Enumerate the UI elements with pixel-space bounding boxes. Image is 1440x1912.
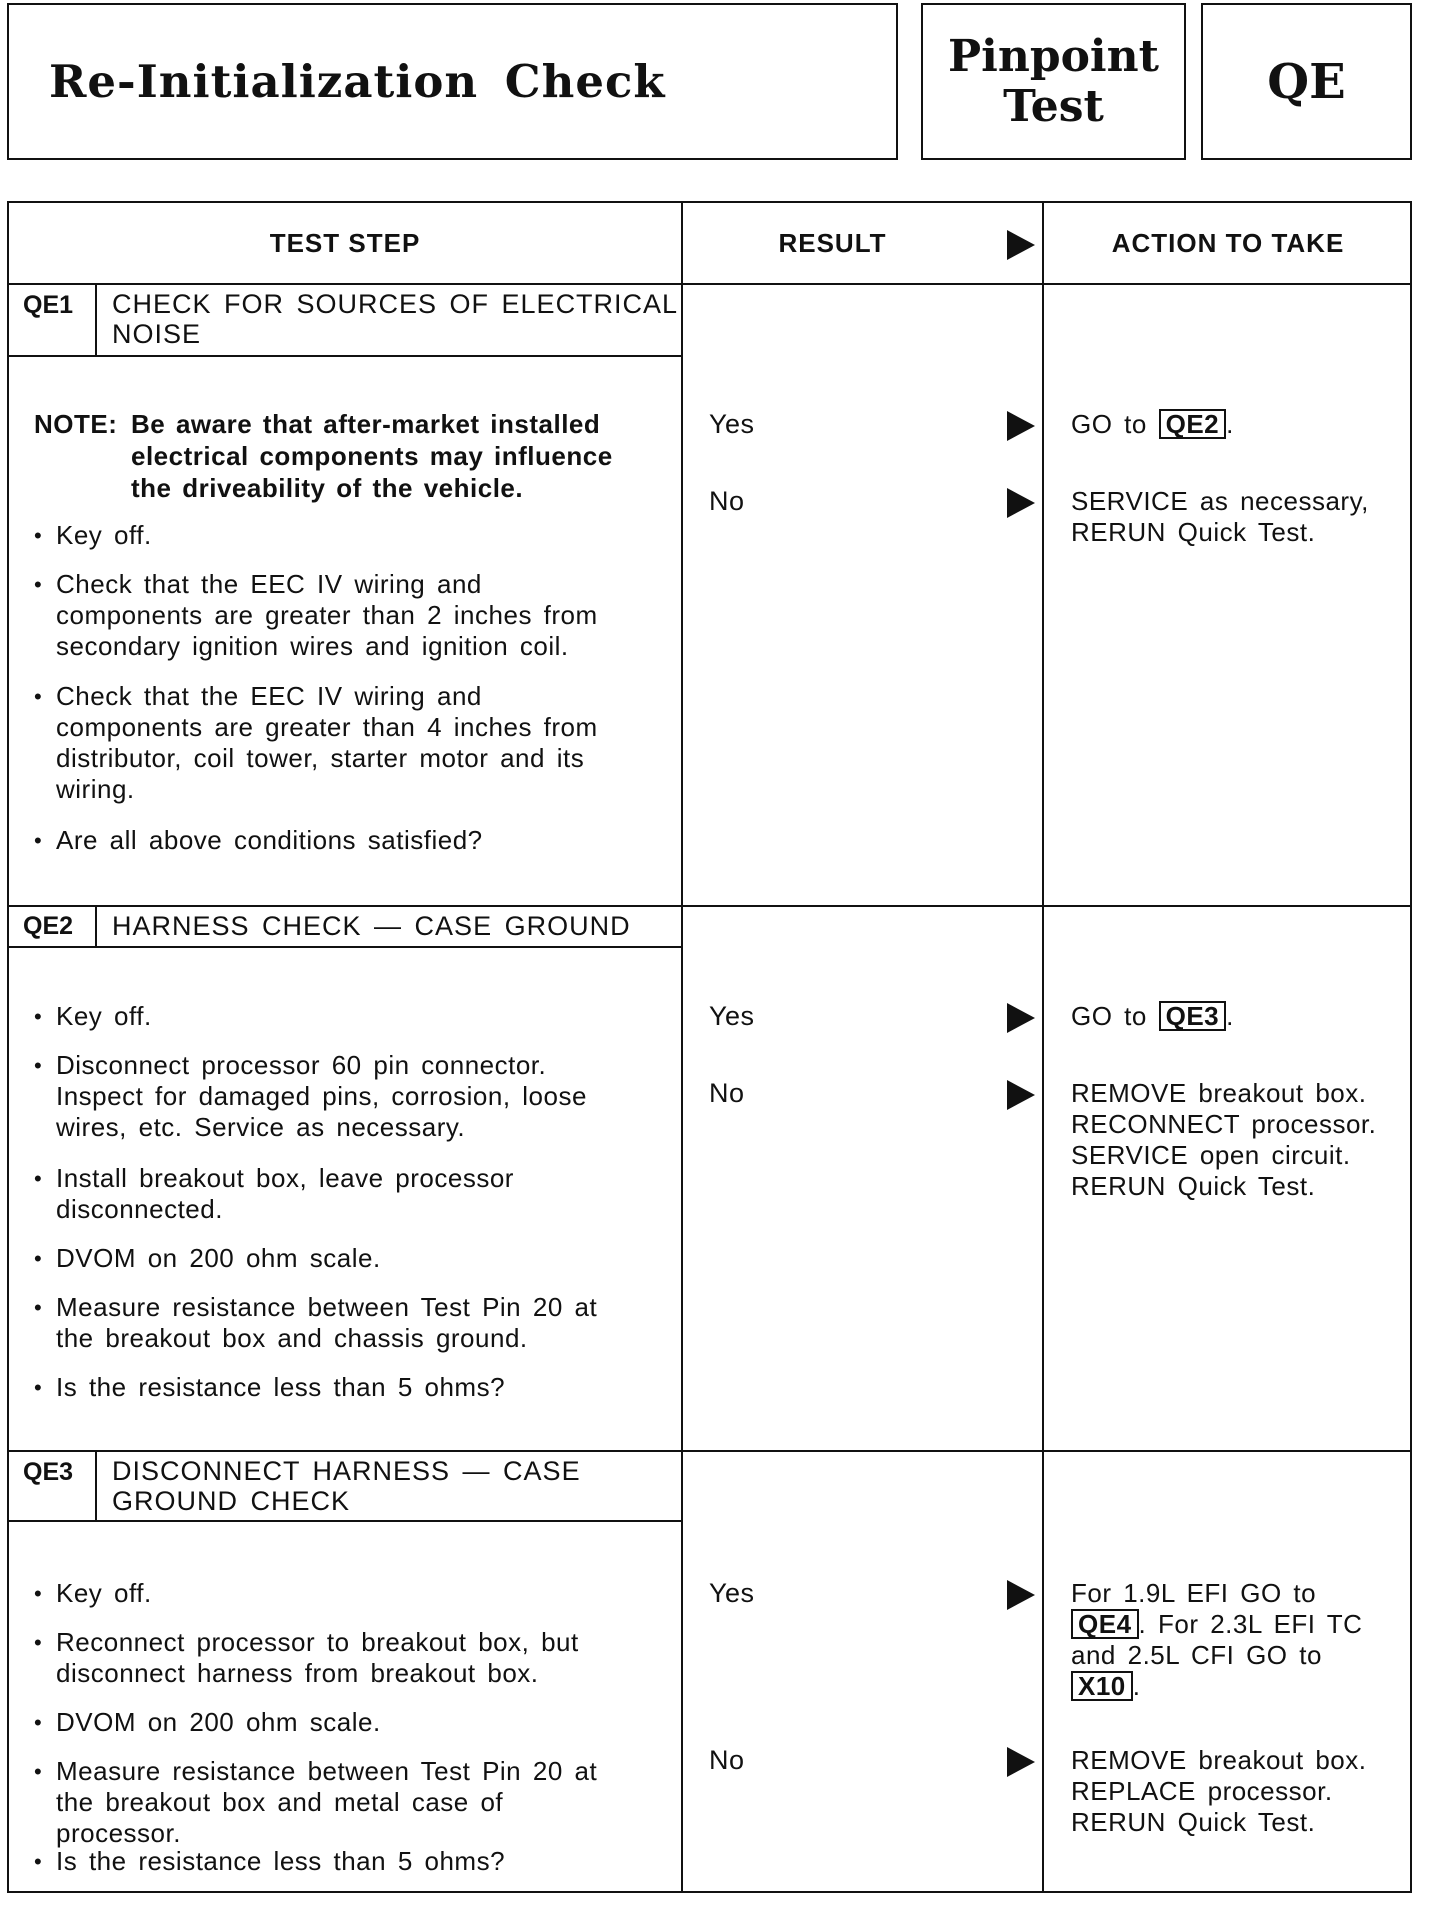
test-code: QE: [1267, 53, 1346, 110]
step-title-line: DISCONNECT HARNESS — CASE: [112, 1456, 581, 1486]
list-item: • Measure resistance between Test Pin 20 at the breakout box and metal case of processor.: [34, 1756, 636, 1849]
action-text: For 1.9L EFI GO to: [1071, 1578, 1317, 1608]
step-title-underline: [9, 355, 681, 357]
header-divider: [9, 283, 1410, 285]
step-title: HARNESS CHECK — CASE GROUND: [112, 911, 631, 941]
result-no: No: [709, 1745, 745, 1775]
result-yes: Yes: [709, 1578, 755, 1608]
step-title-line: NOISE: [112, 319, 202, 349]
step-id: QE2: [23, 912, 74, 940]
arrow-right-icon: [1007, 1080, 1035, 1110]
step-title-line: GROUND CHECK: [112, 1486, 351, 1516]
list-item: • Check that the EEC IV wiring and components are greater than 4 inches from distributor, coil tower, starter motor and its wiring.: [34, 681, 636, 805]
arrow-right-icon: [1007, 1003, 1035, 1033]
header-arrow-icon: [1007, 230, 1035, 260]
note-line: the driveability of the vehicle.: [131, 473, 524, 503]
action-text: .: [1226, 409, 1234, 439]
column-header-action: ACTION TO TAKE: [1111, 227, 1345, 258]
list-item: • Is the resistance less than 5 ohms?: [34, 1372, 636, 1403]
result-no: No: [709, 486, 745, 516]
list-item: • Is the resistance less than 5 ohms?: [34, 1846, 636, 1877]
test-label: Test: [1003, 80, 1104, 132]
test-code-box: [1201, 3, 1412, 160]
step-id-divider: [95, 283, 97, 355]
note-line: Be aware that after-market installed: [131, 409, 601, 439]
action-text: GO to: [1071, 409, 1147, 439]
step-title-underline: [9, 1520, 681, 1522]
list-item: • Key off.: [34, 1578, 636, 1609]
list-item: • Reconnect processor to breakout box, but disconnect harness from breakout box.: [34, 1627, 636, 1689]
step-reference[interactable]: QE2: [1159, 409, 1227, 439]
step-title-underline: [9, 946, 681, 948]
page-title: Re-Initialization Check: [49, 55, 666, 108]
list-item: • Are all above conditions satisfied?: [34, 825, 636, 856]
step-title: [112, 289, 678, 349]
list-item: • Measure resistance between Test Pin 20 at the breakout box and chassis ground.: [34, 1292, 636, 1354]
action-text: .: [1226, 1001, 1234, 1031]
list-item: • DVOM on 200 ohm scale.: [34, 1707, 636, 1738]
step-reference[interactable]: X10: [1071, 1671, 1133, 1701]
note-label: NOTE:: [34, 409, 118, 439]
pinpoint-label: Pinpoint: [948, 30, 1159, 82]
arrow-right-icon: [1007, 1747, 1035, 1777]
note-text: [131, 408, 613, 504]
step-id-divider: [95, 905, 97, 946]
step-id: QE1: [23, 291, 74, 319]
pinpoint-test-box: [921, 3, 1186, 160]
row-divider: [9, 905, 1410, 907]
action-no: REMOVE breakout box. REPLACE processor. RERUN Quick Test.: [1071, 1745, 1367, 1837]
arrow-right-icon: [1007, 488, 1035, 518]
column-divider: [681, 203, 683, 1891]
row-divider: [9, 1450, 1410, 1452]
result-no: No: [709, 1078, 745, 1108]
action-text: GO to: [1071, 1001, 1147, 1031]
step-title: [112, 1456, 581, 1516]
action-yes: [1071, 409, 1234, 440]
step-reference[interactable]: QE4: [1071, 1609, 1139, 1639]
action-text: .: [1132, 1671, 1141, 1701]
pinpoint-table: [7, 201, 1412, 1893]
step-title-line: CHECK FOR SOURCES OF ELECTRICAL: [112, 289, 679, 319]
arrow-right-icon: [1007, 1580, 1035, 1610]
list-item: • Key off.: [34, 1001, 636, 1032]
action-no: SERVICE as necessary, RERUN Quick Test.: [1071, 486, 1369, 547]
page-title-box: [7, 3, 898, 160]
column-header-result: RESULT: [778, 227, 887, 258]
list-item: • Disconnect processor 60 pin connector. Inspect for damaged pins, corrosion, loose wires, etc. Service as necessary.: [34, 1050, 636, 1143]
action-text: . For 2.3L EFI TC and 2.5L CFI GO to: [1071, 1609, 1363, 1670]
result-yes: Yes: [709, 409, 755, 439]
action-yes: [1071, 1578, 1381, 1702]
column-divider: [1042, 203, 1044, 1891]
list-item: • Check that the EEC IV wiring and components are greater than 2 inches from secondary ignition wires and ignition coil.: [34, 569, 636, 662]
result-yes: Yes: [709, 1001, 755, 1031]
arrow-right-icon: [1007, 411, 1035, 441]
step-reference[interactable]: QE3: [1159, 1001, 1227, 1031]
list-item: • DVOM on 200 ohm scale.: [34, 1243, 636, 1274]
step-id-divider: [95, 1450, 97, 1520]
list-item: • Key off.: [34, 520, 636, 551]
action-no: REMOVE breakout box. RECONNECT processor. SERVICE open circuit. RERUN Quick Test.: [1071, 1078, 1377, 1201]
step-id: QE3: [23, 1458, 74, 1486]
action-yes: [1071, 1001, 1234, 1032]
list-item: • Install breakout box, leave processor disconnected.: [34, 1163, 636, 1225]
column-header-test-step: TEST STEP: [269, 227, 421, 258]
note-line: electrical components may influence: [131, 441, 613, 471]
